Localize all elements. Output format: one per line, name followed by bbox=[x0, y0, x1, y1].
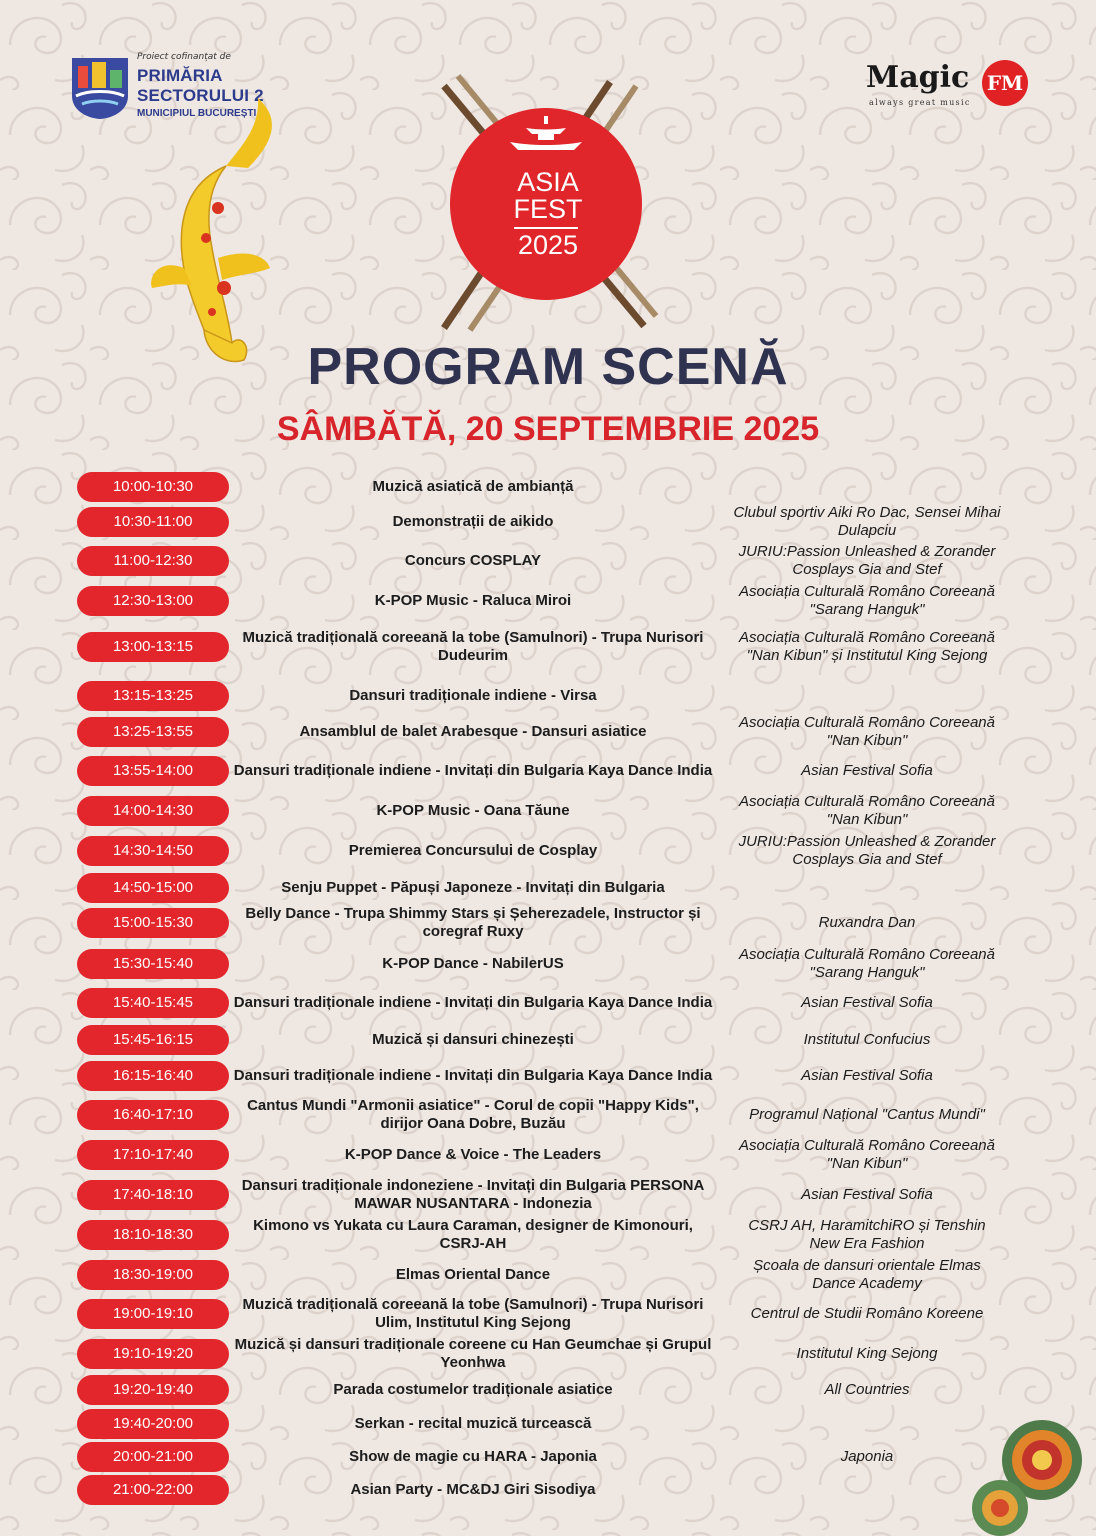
organizer-name: Asociația Culturală Româno Coreeană "Nan Kibun" bbox=[739, 1136, 995, 1172]
activity-title: Asian Party - MC&DJ Giri Sisodiya bbox=[350, 1480, 596, 1498]
organizer-name: Asian Festival Sofia bbox=[801, 993, 933, 1011]
pagoda-icon bbox=[508, 116, 584, 156]
organizer-name: JURIU:Passion Unleashed & Zorander Cosplays Gia and Stef bbox=[738, 542, 996, 578]
activity-title: Parada costumelor tradiționale asiatice bbox=[333, 1380, 613, 1398]
organizer-name: All Countries bbox=[824, 1380, 910, 1398]
time-slot-badge: 18:30-19:00 bbox=[77, 1260, 229, 1290]
time-slot-badge: 18:10-18:30 bbox=[77, 1220, 229, 1250]
activity-title: Kimono vs Yukata cu Laura Caraman, designer de Kimonouri, CSRJ-AH bbox=[253, 1216, 693, 1252]
time-slot-badge: 13:00-13:15 bbox=[77, 632, 229, 662]
koi-fish-icon bbox=[148, 98, 278, 368]
organizer-name: CSRJ AH, HaramitchiRO și Tenshin New Era Fashion bbox=[748, 1216, 986, 1252]
activity-title: Premierea Concursului de Cosplay bbox=[348, 841, 598, 859]
organizer-name: Asociația Culturală Româno Coreeană "Nan Kibun" bbox=[739, 713, 995, 749]
logo-line-2: FEST bbox=[513, 194, 583, 224]
organizer-name: Asociația Culturală Româno Coreeană "Sarang Hanguk" bbox=[739, 945, 995, 981]
mandala-ornament-icon bbox=[970, 1410, 1096, 1536]
radio-badge: FM bbox=[982, 60, 1028, 106]
magic-fm-logo bbox=[866, 60, 1041, 110]
activity-title: Senju Puppet - Păpuși Japoneze - Invitați din Bulgaria bbox=[281, 878, 665, 896]
time-slot-badge: 11:00-12:30 bbox=[77, 546, 229, 576]
activity-title: Ansamblul de balet Arabesque - Dansuri asiatice bbox=[299, 722, 647, 740]
time-slot-badge: 19:00-19:10 bbox=[77, 1299, 229, 1329]
time-slot-badge: 10:00-10:30 bbox=[77, 472, 229, 502]
time-slot-badge: 19:20-19:40 bbox=[77, 1375, 229, 1405]
organizer-name: Japonia bbox=[840, 1447, 894, 1465]
organizer-name: Școala de dansuri orientale Elmas Dance Academy bbox=[753, 1256, 981, 1292]
activity-title: Dansuri tradiționale indoneziene - Invitați din Bulgaria PERSONA MAWAR NUSANTARA - Indonezia bbox=[241, 1176, 705, 1212]
sponsor-prefix: Proiect cofinanțat de bbox=[137, 52, 231, 62]
logo-line-1: ASIA bbox=[517, 167, 579, 197]
time-slot-badge: 14:30-14:50 bbox=[77, 836, 229, 866]
activity-title: Dansuri tradiționale indiene - Invitați din Bulgaria Kaya Dance India bbox=[233, 761, 713, 779]
page-title: PROGRAM SCENĂ bbox=[307, 338, 789, 396]
organizer-name: Asociația Culturală Româno Coreeană "Nan Kibun" bbox=[739, 792, 995, 828]
sponsor-line-1: PRIMĂRIA bbox=[137, 66, 223, 85]
time-slot-badge: 15:45-16:15 bbox=[77, 1025, 229, 1055]
organizer-name: Institutul King Sejong bbox=[796, 1344, 938, 1362]
activity-title: Cantus Mundi "Armonii asiatice" - Corul de copii "Happy Kids", dirijor Oana Dobre, Buzău bbox=[247, 1096, 699, 1132]
time-slot-badge: 10:30-11:00 bbox=[77, 507, 229, 537]
organizer-name: Centrul de Studii Româno Koreene bbox=[750, 1304, 984, 1322]
time-slot-badge: 16:15-16:40 bbox=[77, 1061, 229, 1091]
logo-year: 2025 bbox=[517, 230, 579, 260]
activity-title: Muzică și dansuri tradiționale coreene cu Han Geumchae și Grupul Yeonhwa bbox=[234, 1335, 712, 1371]
activity-title: Serkan - recital muzică turcească bbox=[354, 1414, 592, 1432]
time-slot-badge: 17:40-18:10 bbox=[77, 1180, 229, 1210]
asia-fest-logo bbox=[430, 72, 666, 332]
organizer-name: Asociația Culturală Româno Coreeană "Nan Kibun" și Institutul King Sejong bbox=[739, 628, 995, 664]
time-slot-badge: 14:50-15:00 bbox=[77, 873, 229, 903]
organizer-name: Asian Festival Sofia bbox=[801, 761, 933, 779]
time-slot-badge: 16:40-17:10 bbox=[77, 1100, 229, 1130]
logo-divider bbox=[514, 227, 578, 229]
activity-title: Dansuri tradiționale indiene - Invitați din Bulgaria Kaya Dance India bbox=[233, 993, 713, 1011]
sponsor-line-2: SECTORULUI 2 bbox=[137, 86, 264, 105]
time-slot-badge: 17:10-17:40 bbox=[77, 1140, 229, 1170]
activity-title: Elmas Oriental Dance bbox=[395, 1265, 551, 1283]
radio-name: Magic bbox=[866, 60, 970, 95]
time-slot-badge: 15:40-15:45 bbox=[77, 988, 229, 1018]
organizer-name: Programul Național "Cantus Mundi" bbox=[749, 1105, 985, 1123]
city-crest-icon bbox=[70, 56, 130, 120]
activity-title: Dansuri tradiționale indiene - Virsa bbox=[349, 686, 597, 704]
activity-title: Demonstrații de aikido bbox=[392, 512, 554, 530]
time-slot-badge: 19:10-19:20 bbox=[77, 1339, 229, 1369]
radio-slogan: always great music bbox=[869, 98, 971, 107]
activity-title: Muzică asiatică de ambianță bbox=[372, 477, 574, 495]
organizer-name: Clubul sportiv Aiki Ro Dac, Sensei Mihai Dulapciu bbox=[733, 503, 1001, 539]
time-slot-badge: 13:25-13:55 bbox=[77, 717, 229, 747]
activity-title: Muzică tradițională coreeană la tobe (Samulnori) - Trupa Nurisori Dudeurim bbox=[242, 628, 704, 664]
organizer-name: Asian Festival Sofia bbox=[801, 1185, 933, 1203]
organizer-name: JURIU:Passion Unleashed & Zorander Cosplays Gia and Stef bbox=[738, 832, 996, 868]
activity-title: K-POP Music - Raluca Miroi bbox=[374, 591, 572, 609]
activity-title: K-POP Dance & Voice - The Leaders bbox=[344, 1145, 602, 1163]
time-slot-badge: 12:30-13:00 bbox=[77, 586, 229, 616]
time-slot-badge: 21:00-22:00 bbox=[77, 1475, 229, 1505]
activity-title: Dansuri tradiționale indiene - Invitați din Bulgaria Kaya Dance India bbox=[233, 1066, 713, 1084]
organizer-name: Asociația Culturală Româno Coreeană "Sarang Hanguk" bbox=[739, 582, 995, 618]
activity-title: Show de magie cu HARA - Japonia bbox=[349, 1447, 597, 1465]
activity-title: Belly Dance - Trupa Shimmy Stars și Șeherezadele, Instructor și coregraf Ruxy bbox=[245, 904, 701, 940]
event-date: SÂMBĂTĂ, 20 SEPTEMBRIE 2025 bbox=[276, 410, 820, 448]
time-slot-badge: 15:30-15:40 bbox=[77, 949, 229, 979]
time-slot-badge: 19:40-20:00 bbox=[77, 1409, 229, 1439]
organizer-name: Ruxandra Dan bbox=[818, 913, 916, 931]
activity-title: Muzică tradițională coreeană la tobe (Samulnori) - Trupa Nurisori Ulim, Institutul King Sejong bbox=[242, 1295, 704, 1331]
activity-title: K-POP Music - Oana Tăune bbox=[376, 801, 570, 819]
organizer-name: Institutul Confucius bbox=[803, 1030, 931, 1048]
time-slot-badge: 15:00-15:30 bbox=[77, 908, 229, 938]
organizer-name: Asian Festival Sofia bbox=[801, 1066, 933, 1084]
activity-title: Muzică și dansuri chinezești bbox=[372, 1030, 574, 1048]
time-slot-badge: 20:00-21:00 bbox=[77, 1442, 229, 1472]
time-slot-badge: 13:55-14:00 bbox=[77, 756, 229, 786]
time-slot-badge: 13:15-13:25 bbox=[77, 681, 229, 711]
time-slot-badge: 14:00-14:30 bbox=[77, 796, 229, 826]
activity-title: Concurs COSPLAY bbox=[404, 551, 542, 569]
sponsor-line-3: MUNICIPIUL BUCUREȘTI bbox=[137, 108, 257, 119]
activity-title: K-POP Dance - NabilerUS bbox=[382, 954, 564, 972]
